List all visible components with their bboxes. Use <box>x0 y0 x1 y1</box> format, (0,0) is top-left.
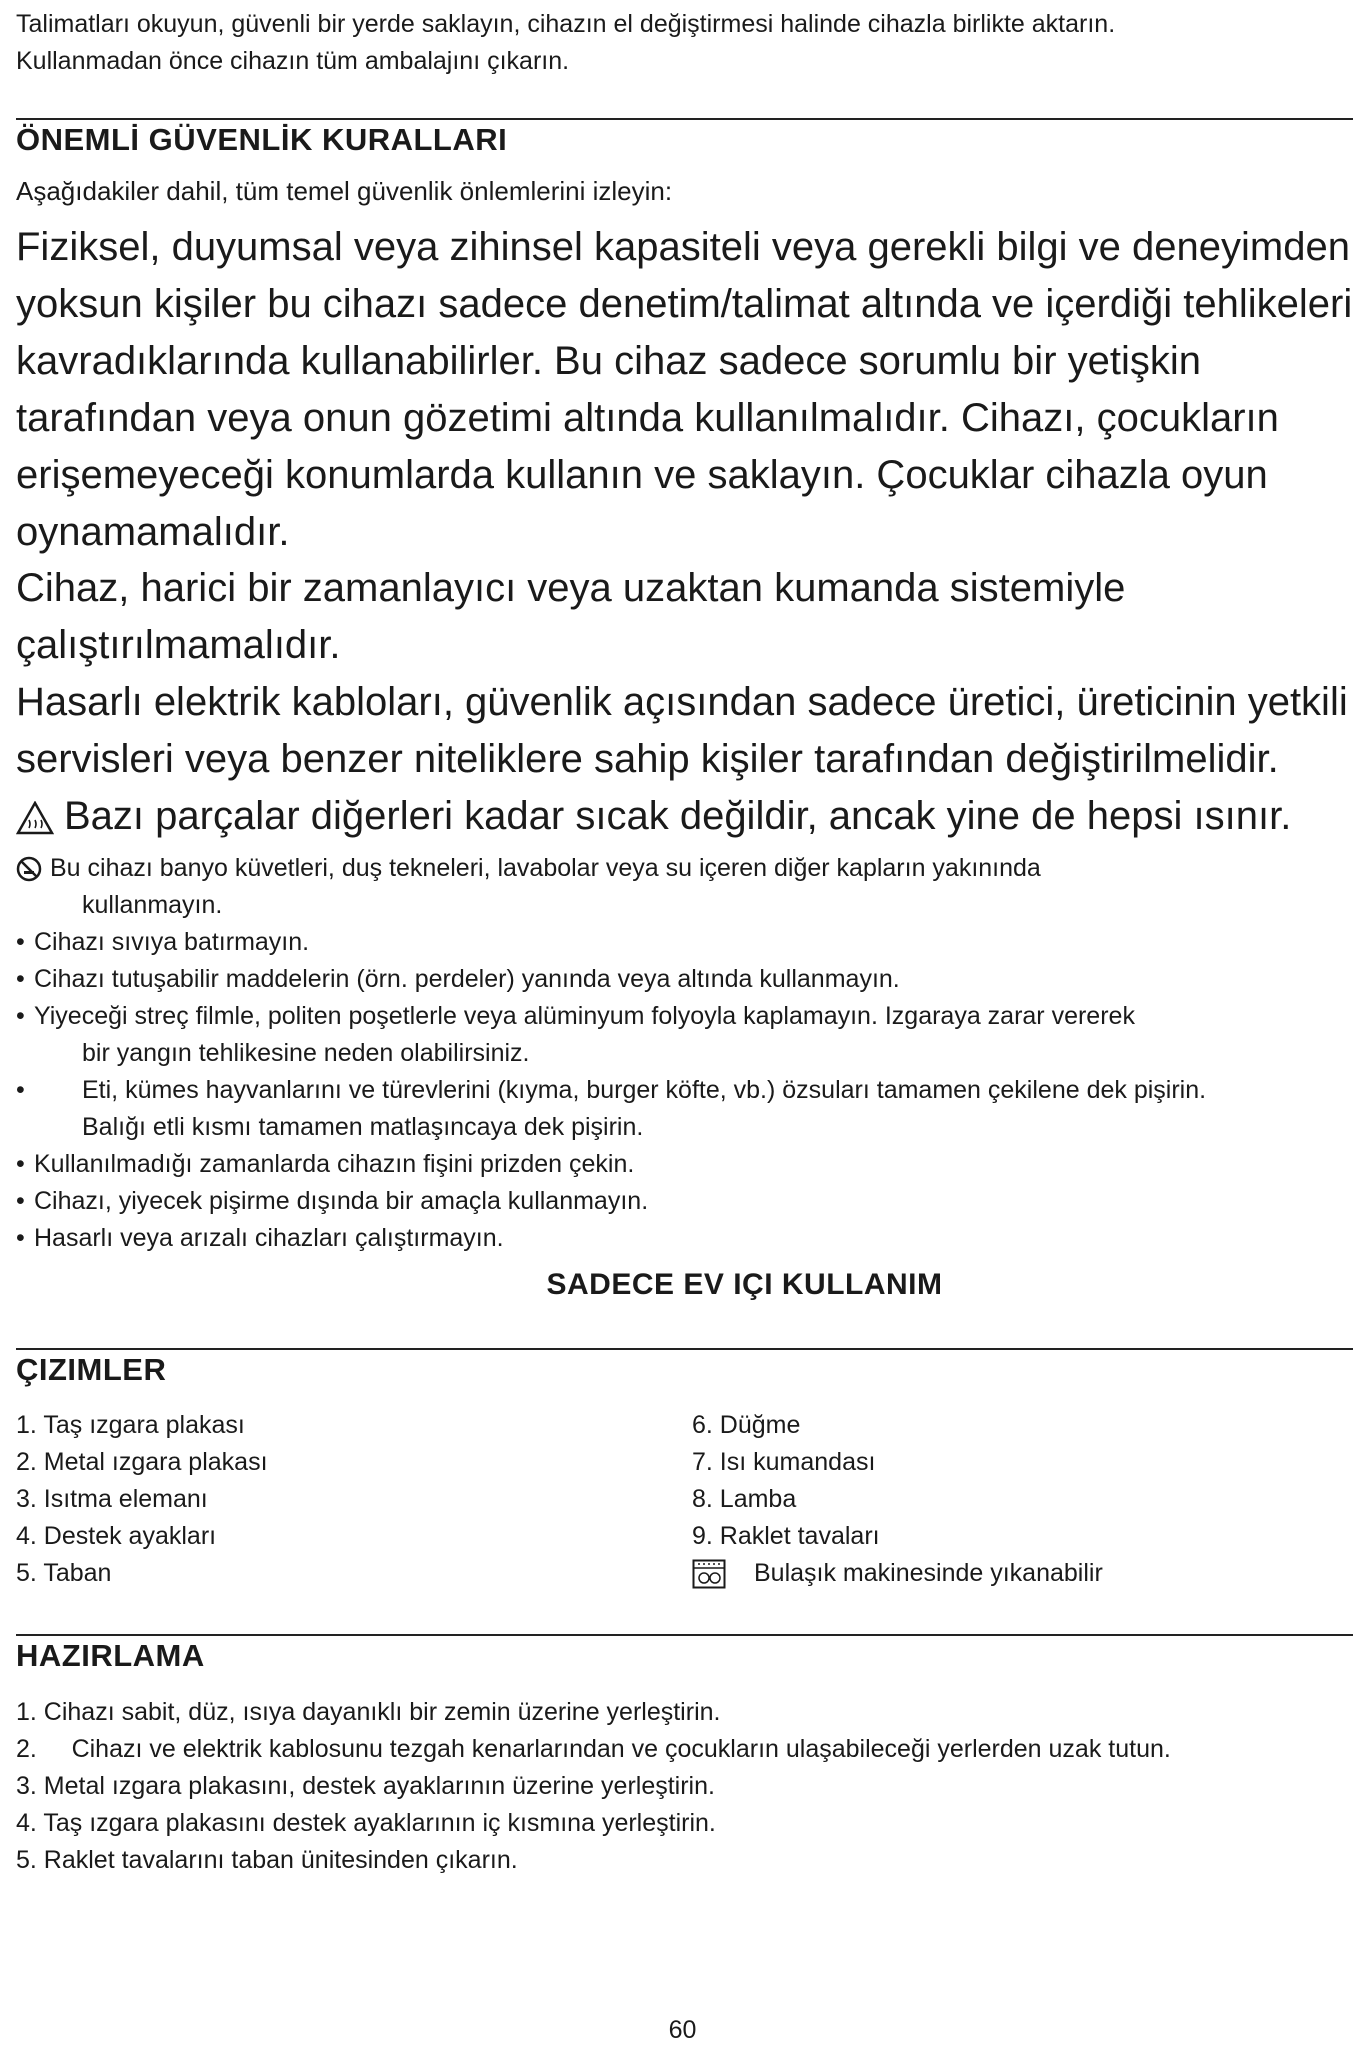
list-item: 5. Taban <box>16 1559 112 1587</box>
list-item: 2. Metal ızgara plakası <box>16 1448 268 1476</box>
list-item: • Yiyeceği streç filmle, politen poşetlerle veya alüminyum folyoyla kaplamayın. Izgaraya zarar vererek <box>16 1002 1135 1030</box>
list-item: • Kullanılmadığı zamanlarda cihazın fişini prizden çekin. <box>16 1150 635 1178</box>
safety-bullets-1 <box>16 924 1353 1257</box>
list-item-continuation: bir yangın tehlikesine neden olabilirsiniz. <box>82 1039 530 1067</box>
list-item-continuation: Balığı etli kısmı tamamen matlaşıncaya dek pişirin. <box>82 1113 644 1141</box>
dishwasher-icon <box>692 1555 726 1592</box>
intro <box>16 6 1353 80</box>
dishwasher-text: Bulaşık makinesinde yıkanabilir <box>754 1559 1103 1587</box>
section-title-safety: ÖNEMLİ GÜVENLİK KURALLARI <box>16 122 508 157</box>
drawings-left-column <box>16 1407 692 1592</box>
hot-warning <box>16 788 1353 845</box>
list-item: • Cihazı tutuşabilir maddelerin (örn. perdeler) yanında veya altında kullanmayın. <box>16 965 900 993</box>
safety-paragraph-3: Hasarlı elektrik kabloları, güvenlik açısından sadece üretici, üreticinin yetkili servisleri veya benzer niteliklere sahip kişiler tarafından değiştirilmelidir. <box>16 680 1348 781</box>
drawings-right-column <box>692 1407 1103 1592</box>
no-water-line-1: Bu cihazı banyo küvetleri, duş tekneleri, lavabolar veya su içeren diğer kapların yakınında <box>50 854 1041 882</box>
list-item: 8. Lamba <box>692 1485 797 1513</box>
list-item: • Cihazı sıvıya batırmayın. <box>16 928 310 956</box>
list-item: 3. Isıtma elemanı <box>16 1485 208 1513</box>
safety-subtitle: Aşağıdakiler dahil, tüm temel güvenlik önlemlerini izleyin: <box>16 176 673 206</box>
list-item: 6. Düğme <box>692 1411 801 1439</box>
divider <box>16 118 1353 120</box>
household-use-notice: SADECE EV IÇI KULLANIM <box>546 1268 943 1301</box>
list-item: 5. Raklet tavalarını taban ünitesinden çıkarın. <box>16 1846 518 1874</box>
dishwasher-note <box>692 1555 1103 1592</box>
no-water-line-2: kullanmayın. <box>82 891 223 919</box>
list-item: 2. Cihazı ve elektrik kablosunu tezgah kenarlarından ve çocukların ulaşabileceği yerlerden uzak tutun. <box>16 1735 1171 1763</box>
list-item: 7. Isı kumandası <box>692 1448 876 1476</box>
list-item: 4. Taş ızgara plakasını destek ayaklarının iç kısmına yerleştirin. <box>16 1809 716 1837</box>
preparation-steps <box>16 1694 1353 1879</box>
section-title-drawings: ÇIZIMLER <box>16 1352 167 1387</box>
list-item: 1. Taş ızgara plakası <box>16 1411 245 1439</box>
hot-surface-icon <box>16 788 54 845</box>
no-water-warning <box>16 850 1353 924</box>
drawings-list <box>16 1407 1353 1592</box>
section-title-preparation: HAZIRLAMA <box>16 1638 205 1673</box>
safety-paragraph-1: Fiziksel, duyumsal veya zihinsel kapasiteli veya gerekli bilgi ve deneyimden yoksun kişiler bu cihazı sadece denetim/talimat altında ve içerdiği tehlikeleri kavradıklarında kullanabilirler. Bu cihaz sadece sorumlu bir yetişkin tarafından veya onun gözetimi altında kullanılmalıdır. Cihazı, çocukların erişemeyeceği konumlarda kullanın ve saklayın. Çocuklar cihazla oyun oynamamalıdır. <box>16 225 1353 554</box>
intro-line-1: Talimatları okuyun, güvenli bir yerde saklayın, cihazın el değiştirmesi halinde cihazla birlikte aktarın. <box>16 10 1116 38</box>
hot-warning-text: Bazı parçalar diğerleri kadar sıcak değildir, ancak yine de hepsi ısınır. <box>64 794 1292 838</box>
no-bath-icon <box>16 850 42 887</box>
list-item: • Eti, kümes hayvanlarını ve türevlerini (kıyma, burger köfte, vb.) özsuları tamamen çekilene dek pişirin. <box>16 1076 1207 1104</box>
list-item: 4. Destek ayakları <box>16 1522 217 1550</box>
list-item: 9. Raklet tavaları <box>692 1522 880 1550</box>
list-item: • Hasarlı veya arızalı cihazları çalıştırmayın. <box>16 1224 504 1252</box>
divider <box>16 1634 1353 1636</box>
divider <box>16 1348 1353 1350</box>
list-item: 1. Cihazı sabit, düz, ısıya dayanıklı bir zemin üzerine yerleştirin. <box>16 1698 721 1726</box>
list-item: • Cihazı, yiyecek pişirme dışında bir amaçla kullanmayın. <box>16 1187 649 1215</box>
page-number: 60 <box>668 2016 697 2044</box>
safety-paragraph-2: Cihaz, harici bir zamanlayıcı veya uzaktan kumanda sistemiyle çalıştırılmamalıdır. <box>16 566 1126 667</box>
list-item: 3. Metal ızgara plakasını, destek ayaklarının üzerine yerleştirin. <box>16 1772 715 1800</box>
intro-line-2: Kullanmadan önce cihazın tüm ambalajını çıkarın. <box>16 47 570 75</box>
